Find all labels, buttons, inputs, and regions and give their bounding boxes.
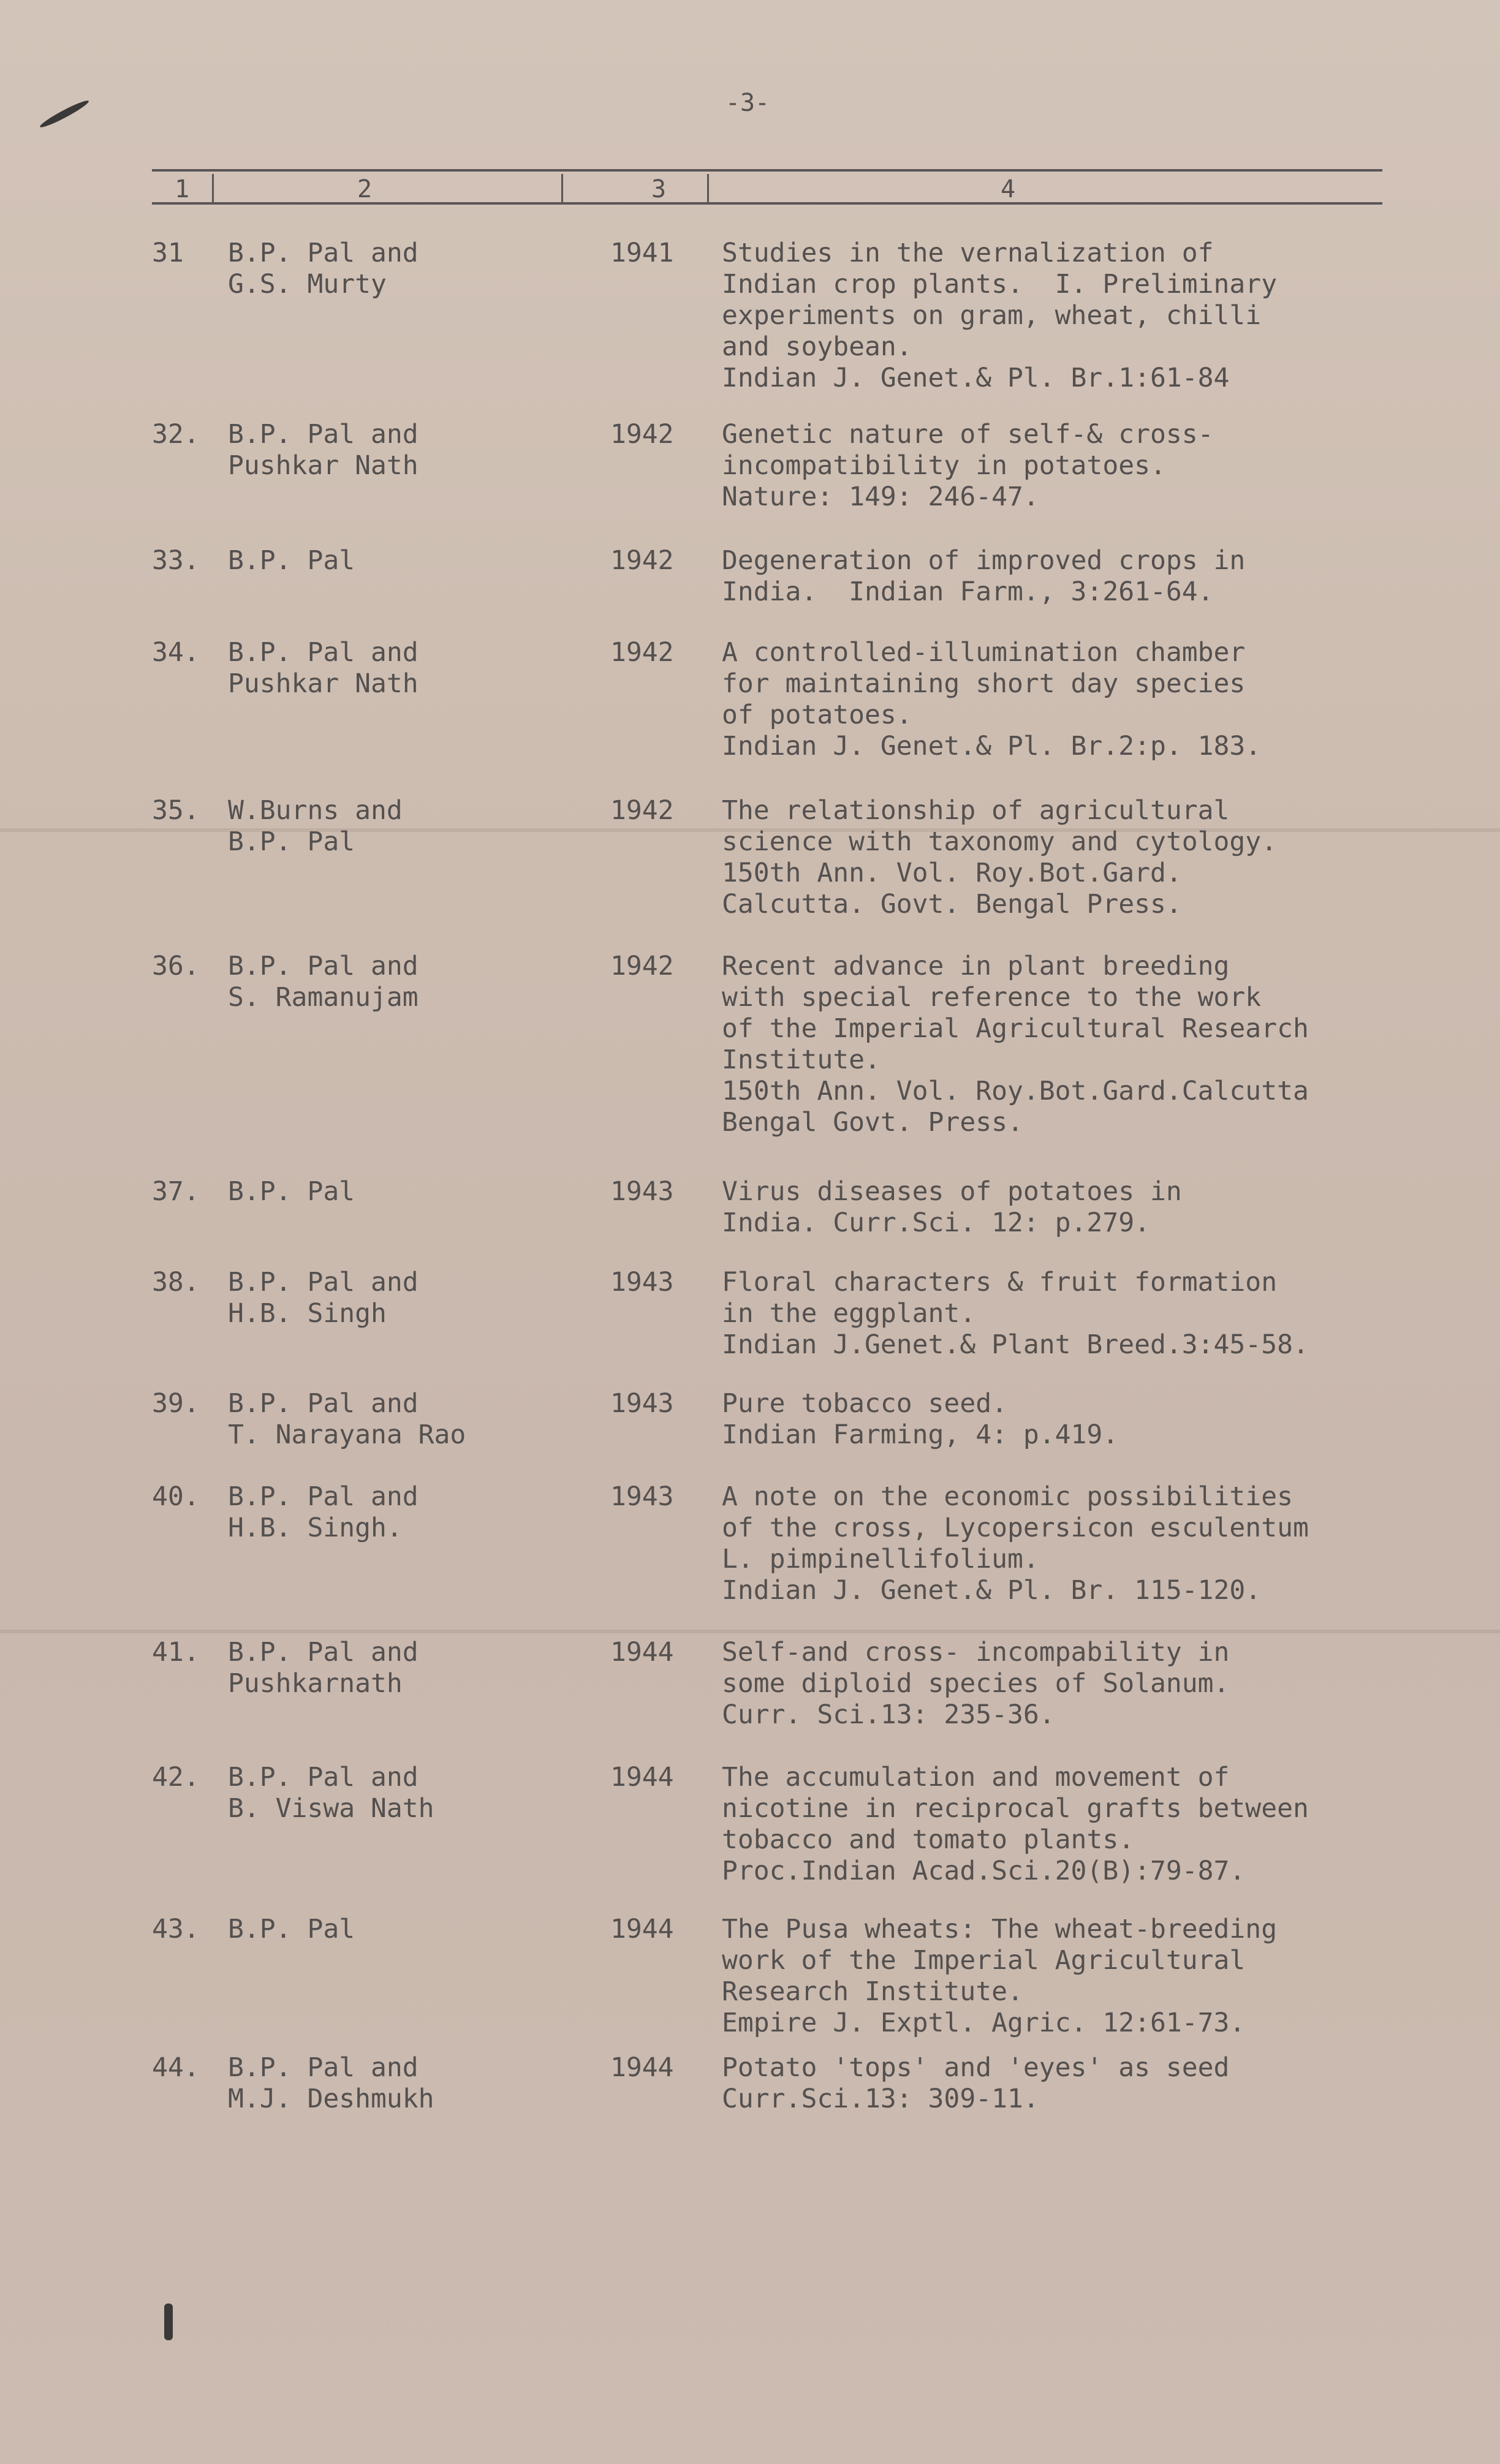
entry-number: 32. — [152, 419, 200, 450]
entry-year: 1942 — [610, 545, 674, 576]
ink-mark — [164, 2303, 173, 2340]
entry-number: 43. — [152, 1914, 200, 1944]
entry-year: 1944 — [610, 1637, 674, 1668]
header-rule — [152, 202, 1382, 205]
entry-year: 1943 — [610, 1176, 674, 1207]
entry-authors: B.P. Pal and M.J. Deshmukh — [228, 2052, 434, 2114]
entry-citation: Studies in the vernalization of Indian crop plants. I. Preliminary experiments on gram, wheat, chilli and soybean. Indian J. Genet.& Pl. Br.1:61-84 — [722, 238, 1278, 393]
entry-authors: B.P. Pal and Pushkar Nath — [228, 637, 419, 699]
entry-authors: B.P. Pal and T. Narayana Rao — [228, 1388, 466, 1450]
column-separator — [212, 174, 214, 202]
entry-citation: The accumulation and movement of nicotine in reciprocal grafts between tobacco and tomato plants. Proc.Indian Acad.Sci.20(B):79-87. — [722, 1762, 1309, 1886]
entry-number: 35. — [152, 795, 200, 826]
column-header-2: 2 — [357, 175, 373, 203]
ink-mark — [38, 98, 90, 130]
entry-authors: W.Burns and B.P. Pal — [228, 795, 403, 857]
entry-year: 1944 — [610, 1762, 674, 1793]
entry-citation: Potato 'tops' and 'eyes' as seed Curr.Sci.13: 309-11. — [722, 2052, 1230, 2114]
entry-citation: A note on the economic possibilities of the cross, Lycopersicon esculentum L. pimpinellifolium. Indian J. Genet.& Pl. Br. 115-120. — [722, 1481, 1309, 1606]
entry-number: 44. — [152, 2052, 200, 2083]
entry-year: 1942 — [610, 419, 674, 450]
column-separator — [561, 174, 563, 202]
entry-authors: B.P. Pal and Pushkar Nath — [228, 419, 419, 481]
entry-authors: B.P. Pal and B. Viswa Nath — [228, 1762, 434, 1824]
entry-year: 1943 — [610, 1481, 674, 1512]
entry-number: 33. — [152, 545, 200, 576]
entry-authors: B.P. Pal — [228, 1914, 355, 1944]
entry-number: 37. — [152, 1176, 200, 1207]
entry-year: 1942 — [610, 795, 674, 826]
entry-number: 41. — [152, 1637, 200, 1668]
entry-citation: Virus diseases of potatoes in India. Curr.Sci. 12: p.279. — [722, 1176, 1182, 1238]
paper-fold — [0, 1630, 1500, 1633]
entry-citation: Pure tobacco seed. Indian Farming, 4: p.419. — [722, 1388, 1119, 1450]
entry-year: 1944 — [610, 2052, 674, 2083]
entry-authors: B.P. Pal and G.S. Murty — [228, 238, 419, 300]
entry-year: 1944 — [610, 1914, 674, 1944]
entry-year: 1942 — [610, 637, 674, 668]
entry-authors: B.P. Pal and S. Ramanujam — [228, 951, 419, 1013]
page-number: -3- — [725, 89, 770, 117]
entry-citation: The Pusa wheats: The wheat-breeding work of the Imperial Agricultural Research Institute. Empire J. Exptl. Agric. 12:61-73. — [722, 1914, 1278, 2038]
column-header-3: 3 — [651, 175, 667, 203]
entry-authors: B.P. Pal and H.B. Singh — [228, 1267, 419, 1329]
entry-year: 1943 — [610, 1267, 674, 1298]
column-header-1: 1 — [174, 175, 190, 203]
entry-citation: Degeneration of improved crops in India. Indian Farm., 3:261-64. — [722, 545, 1246, 607]
entry-number: 36. — [152, 951, 200, 981]
entry-year: 1942 — [610, 951, 674, 981]
entry-authors: B.P. Pal and H.B. Singh. — [228, 1481, 419, 1543]
entry-citation: A controlled-illumination chamber for maintaining short day species of potatoes. Indian J. Genet.& Pl. Br.2:p. 183. — [722, 637, 1262, 761]
entry-number: 38. — [152, 1267, 200, 1298]
entry-citation: Floral characters & fruit formation in the eggplant. Indian J.Genet.& Plant Breed.3:45-58. — [722, 1267, 1309, 1360]
header-rule — [152, 169, 1382, 172]
entry-year: 1943 — [610, 1388, 674, 1419]
entry-number: 42. — [152, 1762, 200, 1793]
entry-authors: B.P. Pal and Pushkarnath — [228, 1637, 419, 1699]
entry-number: 40. — [152, 1481, 200, 1512]
entry-authors: B.P. Pal — [228, 545, 355, 576]
entry-citation: Recent advance in plant breeding with special reference to the work of the Imperial Agricultural Research Institute. 150th Ann. Vol. Roy.Bot.Gard.Calcutta Bengal Govt. Press. — [722, 951, 1309, 1138]
column-separator — [707, 174, 709, 202]
entry-citation: Self-and cross- incompability in some diploid species of Solanum. Curr. Sci.13: 235-36. — [722, 1637, 1230, 1730]
entry-number: 31 — [152, 238, 184, 268]
entry-number: 39. — [152, 1388, 200, 1419]
entry-citation: Genetic nature of self-& cross- incompatibility in potatoes. Nature: 149: 246-47. — [722, 419, 1214, 512]
entry-authors: B.P. Pal — [228, 1176, 355, 1207]
entry-year: 1941 — [610, 238, 674, 268]
entry-number: 34. — [152, 637, 200, 668]
column-header-4: 4 — [1000, 175, 1016, 203]
entry-citation: The relationship of agricultural science with taxonomy and cytology. 150th Ann. Vol. Roy.Bot.Gard. Calcutta. Govt. Bengal Press. — [722, 795, 1278, 920]
